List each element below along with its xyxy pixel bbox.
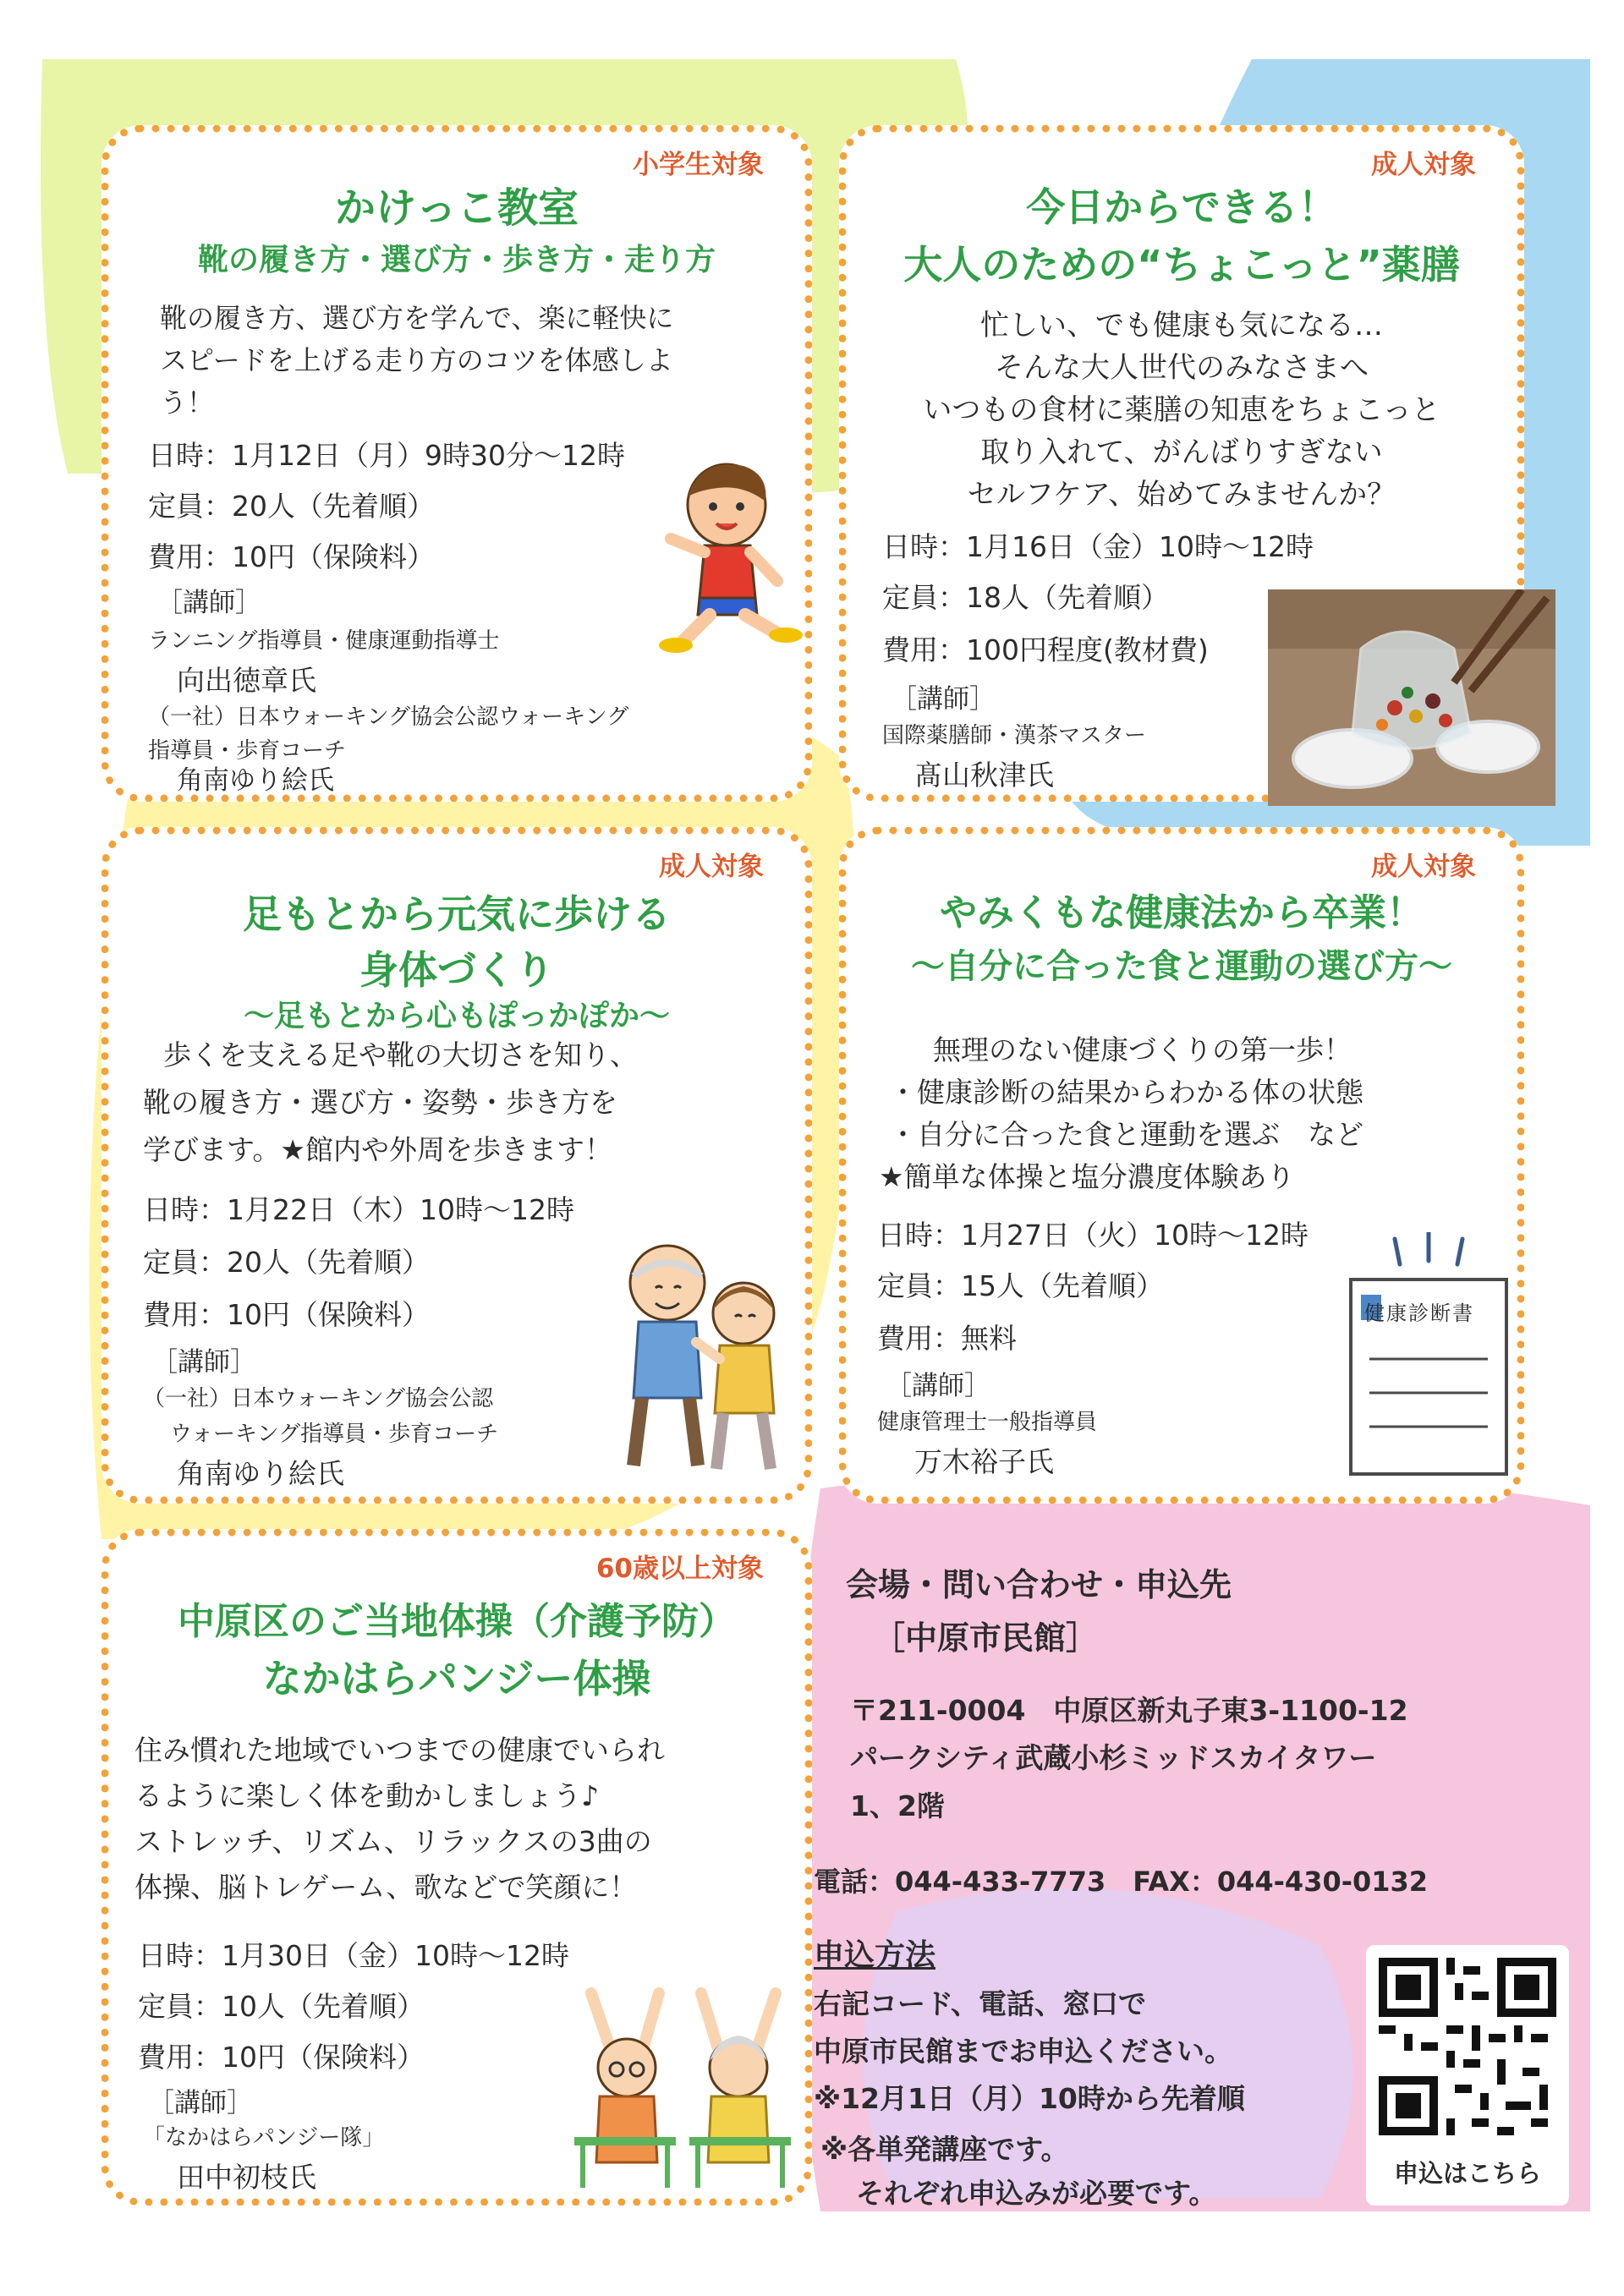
- desc-line: るように楽しく体を動かしましょう♪: [134, 1779, 600, 1812]
- desc-line: 歩くを支える足や靴の大切さを知り、: [163, 1038, 638, 1071]
- capacity: 定員：18人（先着順）: [882, 581, 1169, 614]
- fee: 費用：無料: [877, 1322, 1017, 1355]
- card-subtitle: 靴の履き方・選び方・歩き方・走り方: [197, 243, 716, 277]
- note-line: それぞれ申込みが必要です。: [856, 2177, 1217, 2210]
- lecturer-title: （一社）日本ウォーキング協会公認: [143, 1386, 494, 1411]
- document-label: 健康診断書: [1364, 1301, 1474, 1325]
- venue-name: ［中原市民館］: [873, 1619, 1099, 1657]
- fee: 費用：10円（保険料）: [143, 1298, 430, 1331]
- health-checkup-document-illustration: [1344, 1232, 1513, 1477]
- target-badge: 小学生対象: [633, 150, 764, 180]
- lecturer-name: 万木裕子氏: [914, 1445, 1054, 1478]
- capacity: 定員：10人（先着順）: [138, 1990, 425, 2023]
- apply-line: ※12月1日（月）10時から先着順: [814, 2082, 1245, 2115]
- walking-couple-illustration: [608, 1232, 794, 1477]
- address-line: パークシティ武蔵小杉ミッドスカイタワー: [850, 1741, 1377, 1774]
- lecturer-label: ［講師］: [886, 1371, 990, 1401]
- desc-line: スピードを上げる走り方のコツを体感しよ: [160, 344, 673, 376]
- card-kenkouhou: [839, 827, 1524, 1504]
- card-title: 今日からできる！: [1026, 184, 1337, 230]
- lecturer-label: ［講師］: [148, 2088, 253, 2118]
- capacity: 定員：20人（先着順）: [143, 1246, 430, 1279]
- target-badge: 成人対象: [1371, 150, 1476, 180]
- apply-heading: 申込方法: [814, 1938, 936, 1973]
- lecturer-label: ［講師］: [151, 1347, 256, 1378]
- lecturer-name: 髙山秋津氏: [914, 759, 1054, 792]
- info-heading: 会場・問い合わせ・申込先: [846, 1566, 1232, 1603]
- lecturer-name: 角南ゆり絵氏: [177, 1457, 344, 1490]
- apply-line: 右記コード、電話、窓口で: [814, 1987, 1147, 2020]
- card-title: 足もとから元気に歩ける: [243, 891, 671, 937]
- desc-line: そんな大人世代のみなさまへ: [995, 351, 1369, 385]
- desc-line: う！: [160, 386, 215, 419]
- card-title: 中原区のご当地体操（介護予防）: [178, 1600, 736, 1643]
- card-title: かけっこ教室: [334, 184, 579, 232]
- target-badge: 成人対象: [1371, 852, 1476, 882]
- datetime: 日時：1月16日（金）10時～12時: [882, 530, 1314, 563]
- address-line: 〒211-0004 中原区新丸子東3-1100-12: [850, 1694, 1408, 1727]
- lecturer-title: ランニング指導員・健康運動指導士: [148, 628, 500, 654]
- card-title: 身体づくり: [359, 947, 554, 993]
- phone-fax: 電話：044-433-7773 FAX：044-430-0132: [814, 1866, 1429, 1898]
- teapot-photo: [1268, 589, 1555, 806]
- desc-line: いつもの食材に薬膳の知恵をちょこっと: [923, 393, 1440, 427]
- lecturer-name: 田中初枝氏: [177, 2161, 316, 2194]
- address-line: 1、2階: [850, 1789, 945, 1822]
- qr-caption: 申込はこちら: [1393, 2159, 1541, 2188]
- lecturer-title: ウォーキング指導員・歩育コーチ: [170, 1422, 499, 1447]
- lecturer-name: 向出徳章氏: [177, 664, 316, 697]
- desc-line: セルフケア、始めてみませんか？: [967, 478, 1396, 512]
- lecturer-title: （一社）日本ウォーキング協会公認ウォーキング: [148, 704, 629, 730]
- capacity: 定員：20人（先着順）: [148, 490, 435, 523]
- apply-line: 中原市民館までお申込ください。: [814, 2035, 1232, 2068]
- datetime: 日時：1月12日（月）9時30分～12時: [148, 439, 625, 472]
- target-badge: 60歳以上対象: [595, 1553, 764, 1584]
- card-title: 大人のための“ちょこっと”薬膳: [903, 242, 1460, 288]
- lecturer-label: ［講師］: [156, 588, 261, 618]
- note-line: ※各単発講座です。: [820, 2133, 1069, 2166]
- card-kakekko: [102, 125, 812, 802]
- desc-line: 無理のない健康づくりの第一歩！: [933, 1033, 1352, 1066]
- desc-line: ストレッチ、リズム、リラックスの3曲の: [134, 1825, 652, 1858]
- lecturer-title: 健康管理士一般指導員: [877, 1410, 1098, 1435]
- card-subtitle: ～自分に合った食と運動の選び方～: [911, 947, 1452, 986]
- desc-line: 忙しい、でも健康も気になる…: [980, 309, 1383, 342]
- desc-line: 体操、脳トレゲーム、歌などで笑顔に！: [134, 1871, 638, 1904]
- desc-line: 学びます。★館内や外周を歩きます！: [143, 1133, 612, 1166]
- datetime: 日時：1月22日（木）10時～12時: [143, 1193, 574, 1226]
- datetime: 日時：1月30日（金）10時～12時: [138, 1939, 569, 1972]
- card-walking: [102, 827, 812, 1504]
- card-yakuzen: [839, 125, 1524, 802]
- qr-box: [1366, 1945, 1569, 2206]
- lecturer-label: ［講師］: [891, 684, 996, 715]
- lecturer-title: 指導員・歩育コーチ: [148, 738, 347, 764]
- running-boy-illustration: [650, 454, 803, 657]
- fee: 費用：10円（保険料）: [148, 540, 435, 573]
- desc-line: 靴の履き方、選び方を学んで、楽に軽快に: [160, 302, 674, 334]
- fee: 費用：10円（保険料）: [138, 2041, 425, 2074]
- capacity: 定員：15人（先着順）: [877, 1269, 1164, 1302]
- desc-line: ・健康診断の結果からわかる体の状態: [889, 1076, 1363, 1109]
- qr-code[interactable]: [1379, 1958, 1556, 2135]
- desc-line: 取り入れて、がんばりすぎない: [980, 436, 1383, 469]
- card-subtitle: ～足もとから心もぽっかぽか～: [243, 999, 670, 1033]
- fee: 費用：100円程度(教材費): [882, 633, 1209, 666]
- lecturer-name: 角南ゆり絵氏: [177, 765, 334, 796]
- card-pansy-taiso: [102, 1529, 812, 2206]
- card-title: やみくもな健康法から卒業！: [940, 891, 1424, 934]
- datetime: 日時：1月27日（火）10時～12時: [877, 1219, 1309, 1252]
- lecturer-title: 国際薬膳師・漢茶マスター: [882, 723, 1147, 748]
- desc-line: 住み慣れた地域でいつまでの健康でいられ: [134, 1734, 665, 1767]
- card-title: なかはらパンジー体操: [262, 1656, 651, 1701]
- seniors-exercise-illustration: [566, 1976, 794, 2188]
- target-badge: 成人対象: [659, 852, 764, 882]
- desc-line: ★簡単な体操と塩分濃度体験あり: [879, 1160, 1295, 1193]
- lecturer-title: 「なかはらパンジー隊」: [143, 2125, 385, 2151]
- desc-line: ・自分に合った食と運動を選ぶ など: [889, 1118, 1363, 1151]
- desc-line: 靴の履き方・選び方・姿勢・歩き方を: [143, 1086, 617, 1119]
